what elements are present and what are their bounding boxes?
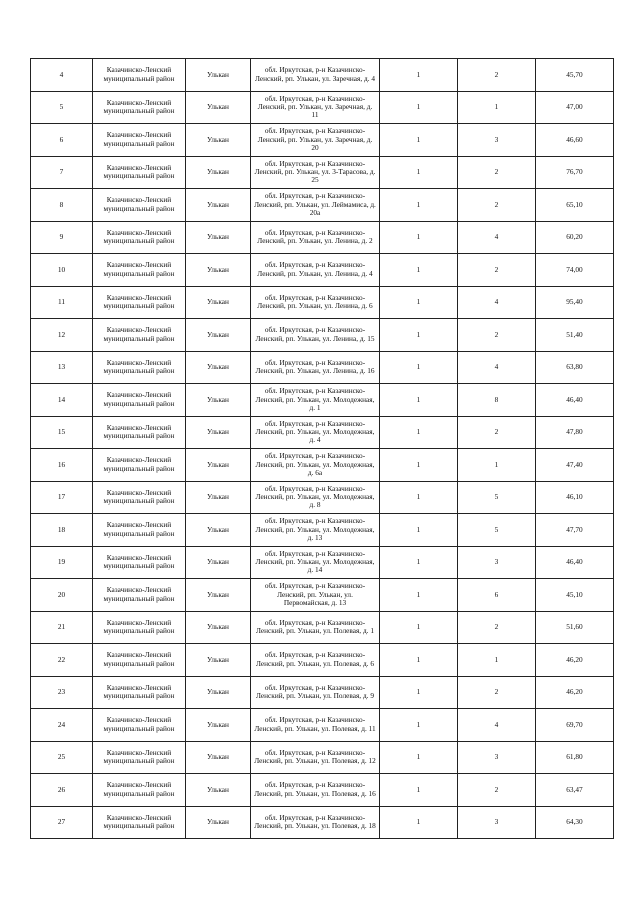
quantity-cell: 3 (458, 741, 536, 774)
row-number-cell: 7 (31, 156, 93, 189)
table-row (31, 546, 614, 579)
quantity-cell: 3 (458, 806, 536, 839)
locality-cell: Улькан (186, 286, 251, 319)
housing-register-table (30, 58, 614, 839)
locality-cell: Улькан (186, 644, 251, 677)
locality-cell: Улькан (186, 319, 251, 352)
area-cell: 74,00 (536, 254, 614, 287)
area-cell: 51,60 (536, 611, 614, 644)
count-cell: 1 (380, 449, 458, 482)
row-number-cell: 22 (31, 644, 93, 677)
address-cell: обл. Иркутская, р-н Казачинско-Ленский, рп. Улькан, ул. Молодежная, д. 1 (251, 384, 380, 417)
count-cell: 1 (380, 774, 458, 807)
municipality-cell: Казачинско-Ленский муниципальный район (93, 416, 186, 449)
municipality-cell: Казачинско-Ленский муниципальный район (93, 384, 186, 417)
table-row (31, 481, 614, 514)
count-cell: 1 (380, 644, 458, 677)
table-row (31, 676, 614, 709)
municipality-cell: Казачинско-Ленский муниципальный район (93, 514, 186, 547)
locality-cell: Улькан (186, 774, 251, 807)
municipality-cell: Казачинско-Ленский муниципальный район (93, 481, 186, 514)
count-cell: 1 (380, 319, 458, 352)
area-cell: 47,80 (536, 416, 614, 449)
count-cell: 1 (380, 611, 458, 644)
quantity-cell: 2 (458, 676, 536, 709)
table-row (31, 254, 614, 287)
row-number-cell: 27 (31, 806, 93, 839)
quantity-cell: 4 (458, 286, 536, 319)
count-cell: 1 (380, 254, 458, 287)
address-cell: обл. Иркутская, р-н Казачинско-Ленский, рп. Улькан, ул. Молодежная, д. 6а (251, 449, 380, 482)
count-cell: 1 (380, 741, 458, 774)
table-row (31, 774, 614, 807)
municipality-cell: Казачинско-Ленский муниципальный район (93, 709, 186, 742)
table-row (31, 221, 614, 254)
quantity-cell: 4 (458, 221, 536, 254)
address-cell: обл. Иркутская, р-н Казачинско-Ленский, рп. Улькан, ул. Молодежная, д. 14 (251, 546, 380, 579)
area-cell: 47,70 (536, 514, 614, 547)
row-number-cell: 12 (31, 319, 93, 352)
address-cell: обл. Иркутская, р-н Казачинско-Ленский, рп. Улькан, ул. Полевая, д. 9 (251, 676, 380, 709)
row-number-cell: 13 (31, 351, 93, 384)
table-row (31, 91, 614, 124)
area-cell: 45,10 (536, 579, 614, 612)
table-row (31, 124, 614, 157)
row-number-cell: 11 (31, 286, 93, 319)
row-number-cell: 21 (31, 611, 93, 644)
row-number-cell: 17 (31, 481, 93, 514)
row-number-cell: 25 (31, 741, 93, 774)
locality-cell: Улькан (186, 709, 251, 742)
locality-cell: Улькан (186, 189, 251, 222)
municipality-cell: Казачинско-Ленский муниципальный район (93, 774, 186, 807)
address-cell: обл. Иркутская, р-н Казачинско-Ленский, рп. Улькан, ул. Заречная, д. 20 (251, 124, 380, 157)
address-cell: обл. Иркутская, р-н Казачинско-Ленский, рп. Улькан, ул. Ленина, д. 4 (251, 254, 380, 287)
table-body (31, 59, 614, 839)
table-row (31, 286, 614, 319)
address-cell: обл. Иркутская, р-н Казачинско-Ленский, рп. Улькан, ул. Молодежная, д. 4 (251, 416, 380, 449)
municipality-cell: Казачинско-Ленский муниципальный район (93, 611, 186, 644)
address-cell: обл. Иркутская, р-н Казачинско-Ленский, рп. Улькан, ул. Молодежная, д. 13 (251, 514, 380, 547)
quantity-cell: 4 (458, 709, 536, 742)
quantity-cell: 1 (458, 644, 536, 677)
address-cell: обл. Иркутская, р-н Казачинско-Ленский, рп. Улькан, ул. Ленина, д. 16 (251, 351, 380, 384)
quantity-cell: 2 (458, 254, 536, 287)
address-cell: обл. Иркутская, р-н Казачинско-Ленский, рп. Улькан, ул. Полевая, д. 11 (251, 709, 380, 742)
locality-cell: Улькан (186, 91, 251, 124)
area-cell: 76,70 (536, 156, 614, 189)
count-cell: 1 (380, 286, 458, 319)
count-cell: 1 (380, 676, 458, 709)
municipality-cell: Казачинско-Ленский муниципальный район (93, 676, 186, 709)
quantity-cell: 6 (458, 579, 536, 612)
locality-cell: Улькан (186, 351, 251, 384)
address-cell: обл. Иркутская, р-н Казачинско-Ленский, рп. Улькан, ул. Заречная, д. 11 (251, 91, 380, 124)
row-number-cell: 16 (31, 449, 93, 482)
table-row (31, 416, 614, 449)
address-cell: обл. Иркутская, р-н Казачинско-Ленский, рп. Улькан, ул. Заречная, д. 4 (251, 59, 380, 92)
count-cell: 1 (380, 91, 458, 124)
row-number-cell: 5 (31, 91, 93, 124)
address-cell: обл. Иркутская, р-н Казачинско-Ленский, рп. Улькан, ул. Полевая, д. 6 (251, 644, 380, 677)
locality-cell: Улькан (186, 676, 251, 709)
locality-cell: Улькан (186, 481, 251, 514)
municipality-cell: Казачинско-Ленский муниципальный район (93, 319, 186, 352)
quantity-cell: 5 (458, 481, 536, 514)
municipality-cell: Казачинско-Ленский муниципальный район (93, 351, 186, 384)
count-cell: 1 (380, 481, 458, 514)
locality-cell: Улькан (186, 514, 251, 547)
row-number-cell: 4 (31, 59, 93, 92)
area-cell: 64,30 (536, 806, 614, 839)
table-row (31, 514, 614, 547)
area-cell: 45,70 (536, 59, 614, 92)
address-cell: обл. Иркутская, р-н Казачинско-Ленский, рп. Улькан, ул. Первомайская, д. 13 (251, 579, 380, 612)
municipality-cell: Казачинско-Ленский муниципальный район (93, 254, 186, 287)
quantity-cell: 2 (458, 774, 536, 807)
municipality-cell: Казачинско-Ленский муниципальный район (93, 286, 186, 319)
area-cell: 65,10 (536, 189, 614, 222)
row-number-cell: 15 (31, 416, 93, 449)
area-cell: 60,20 (536, 221, 614, 254)
table-row (31, 741, 614, 774)
count-cell: 1 (380, 709, 458, 742)
municipality-cell: Казачинско-Ленский муниципальный район (93, 221, 186, 254)
address-cell: обл. Иркутская, р-н Казачинско-Ленский, рп. Улькан, ул. Молодежная, д. 8 (251, 481, 380, 514)
municipality-cell: Казачинско-Ленский муниципальный район (93, 741, 186, 774)
area-cell: 63,47 (536, 774, 614, 807)
count-cell: 1 (380, 514, 458, 547)
table-row (31, 189, 614, 222)
table-row (31, 709, 614, 742)
quantity-cell: 1 (458, 91, 536, 124)
table-row (31, 319, 614, 352)
count-cell: 1 (380, 59, 458, 92)
count-cell: 1 (380, 189, 458, 222)
address-cell: обл. Иркутская, р-н Казачинско-Ленский, рп. Улькан, ул. Ленина, д. 15 (251, 319, 380, 352)
municipality-cell: Казачинско-Ленский муниципальный район (93, 579, 186, 612)
municipality-cell: Казачинско-Ленский муниципальный район (93, 449, 186, 482)
table-row (31, 59, 614, 92)
locality-cell: Улькан (186, 384, 251, 417)
municipality-cell: Казачинско-Ленский муниципальный район (93, 156, 186, 189)
locality-cell: Улькан (186, 416, 251, 449)
area-cell: 61,80 (536, 741, 614, 774)
count-cell: 1 (380, 124, 458, 157)
row-number-cell: 6 (31, 124, 93, 157)
address-cell: обл. Иркутская, р-н Казачинско-Ленский, рп. Улькан, ул. Леймамиса, д. 20а (251, 189, 380, 222)
table-row (31, 611, 614, 644)
quantity-cell: 2 (458, 59, 536, 92)
quantity-cell: 2 (458, 156, 536, 189)
locality-cell: Улькан (186, 59, 251, 92)
address-cell: обл. Иркутская, р-н Казачинско-Ленский, рп. Улькан, ул. 3-Тарасова, д. 25 (251, 156, 380, 189)
locality-cell: Улькан (186, 221, 251, 254)
count-cell: 1 (380, 156, 458, 189)
quantity-cell: 8 (458, 384, 536, 417)
locality-cell: Улькан (186, 254, 251, 287)
address-cell: обл. Иркутская, р-н Казачинско-Ленский, рп. Улькан, ул. Полевая, д. 12 (251, 741, 380, 774)
area-cell: 46,40 (536, 546, 614, 579)
count-cell: 1 (380, 384, 458, 417)
quantity-cell: 2 (458, 416, 536, 449)
area-cell: 46,20 (536, 644, 614, 677)
quantity-cell: 1 (458, 449, 536, 482)
locality-cell: Улькан (186, 741, 251, 774)
address-cell: обл. Иркутская, р-н Казачинско-Ленский, рп. Улькан, ул. Полевая, д. 16 (251, 774, 380, 807)
table-row (31, 579, 614, 612)
count-cell: 1 (380, 351, 458, 384)
quantity-cell: 5 (458, 514, 536, 547)
area-cell: 95,40 (536, 286, 614, 319)
area-cell: 47,40 (536, 449, 614, 482)
row-number-cell: 18 (31, 514, 93, 547)
row-number-cell: 10 (31, 254, 93, 287)
municipality-cell: Казачинско-Ленский муниципальный район (93, 91, 186, 124)
municipality-cell: Казачинско-Ленский муниципальный район (93, 546, 186, 579)
row-number-cell: 24 (31, 709, 93, 742)
address-cell: обл. Иркутская, р-н Казачинско-Ленский, рп. Улькан, ул. Ленина, д. 2 (251, 221, 380, 254)
area-cell: 51,40 (536, 319, 614, 352)
locality-cell: Улькан (186, 611, 251, 644)
municipality-cell: Казачинско-Ленский муниципальный район (93, 124, 186, 157)
table-row (31, 384, 614, 417)
row-number-cell: 20 (31, 579, 93, 612)
quantity-cell: 2 (458, 189, 536, 222)
address-cell: обл. Иркутская, р-н Казачинско-Ленский, рп. Улькан, ул. Ленина, д. 6 (251, 286, 380, 319)
quantity-cell: 3 (458, 124, 536, 157)
area-cell: 46,20 (536, 676, 614, 709)
address-cell: обл. Иркутская, р-н Казачинско-Ленский, рп. Улькан, ул. Полевая, д. 18 (251, 806, 380, 839)
table-row (31, 806, 614, 839)
locality-cell: Улькан (186, 579, 251, 612)
area-cell: 63,80 (536, 351, 614, 384)
count-cell: 1 (380, 546, 458, 579)
count-cell: 1 (380, 416, 458, 449)
municipality-cell: Казачинско-Ленский муниципальный район (93, 806, 186, 839)
quantity-cell: 4 (458, 351, 536, 384)
area-cell: 46,10 (536, 481, 614, 514)
count-cell: 1 (380, 806, 458, 839)
municipality-cell: Казачинско-Ленский муниципальный район (93, 59, 186, 92)
municipality-cell: Казачинско-Ленский муниципальный район (93, 644, 186, 677)
row-number-cell: 8 (31, 189, 93, 222)
area-cell: 47,00 (536, 91, 614, 124)
locality-cell: Улькан (186, 806, 251, 839)
quantity-cell: 3 (458, 546, 536, 579)
count-cell: 1 (380, 221, 458, 254)
area-cell: 46,60 (536, 124, 614, 157)
table-row (31, 351, 614, 384)
row-number-cell: 9 (31, 221, 93, 254)
quantity-cell: 2 (458, 319, 536, 352)
municipality-cell: Казачинско-Ленский муниципальный район (93, 189, 186, 222)
locality-cell: Улькан (186, 546, 251, 579)
row-number-cell: 19 (31, 546, 93, 579)
table-row (31, 449, 614, 482)
locality-cell: Улькан (186, 156, 251, 189)
area-cell: 69,70 (536, 709, 614, 742)
table-row (31, 644, 614, 677)
locality-cell: Улькан (186, 449, 251, 482)
locality-cell: Улькан (186, 124, 251, 157)
quantity-cell: 2 (458, 611, 536, 644)
address-cell: обл. Иркутская, р-н Казачинско-Ленский, рп. Улькан, ул. Полевая, д. 1 (251, 611, 380, 644)
table-row (31, 156, 614, 189)
row-number-cell: 14 (31, 384, 93, 417)
row-number-cell: 26 (31, 774, 93, 807)
row-number-cell: 23 (31, 676, 93, 709)
count-cell: 1 (380, 579, 458, 612)
area-cell: 46,40 (536, 384, 614, 417)
